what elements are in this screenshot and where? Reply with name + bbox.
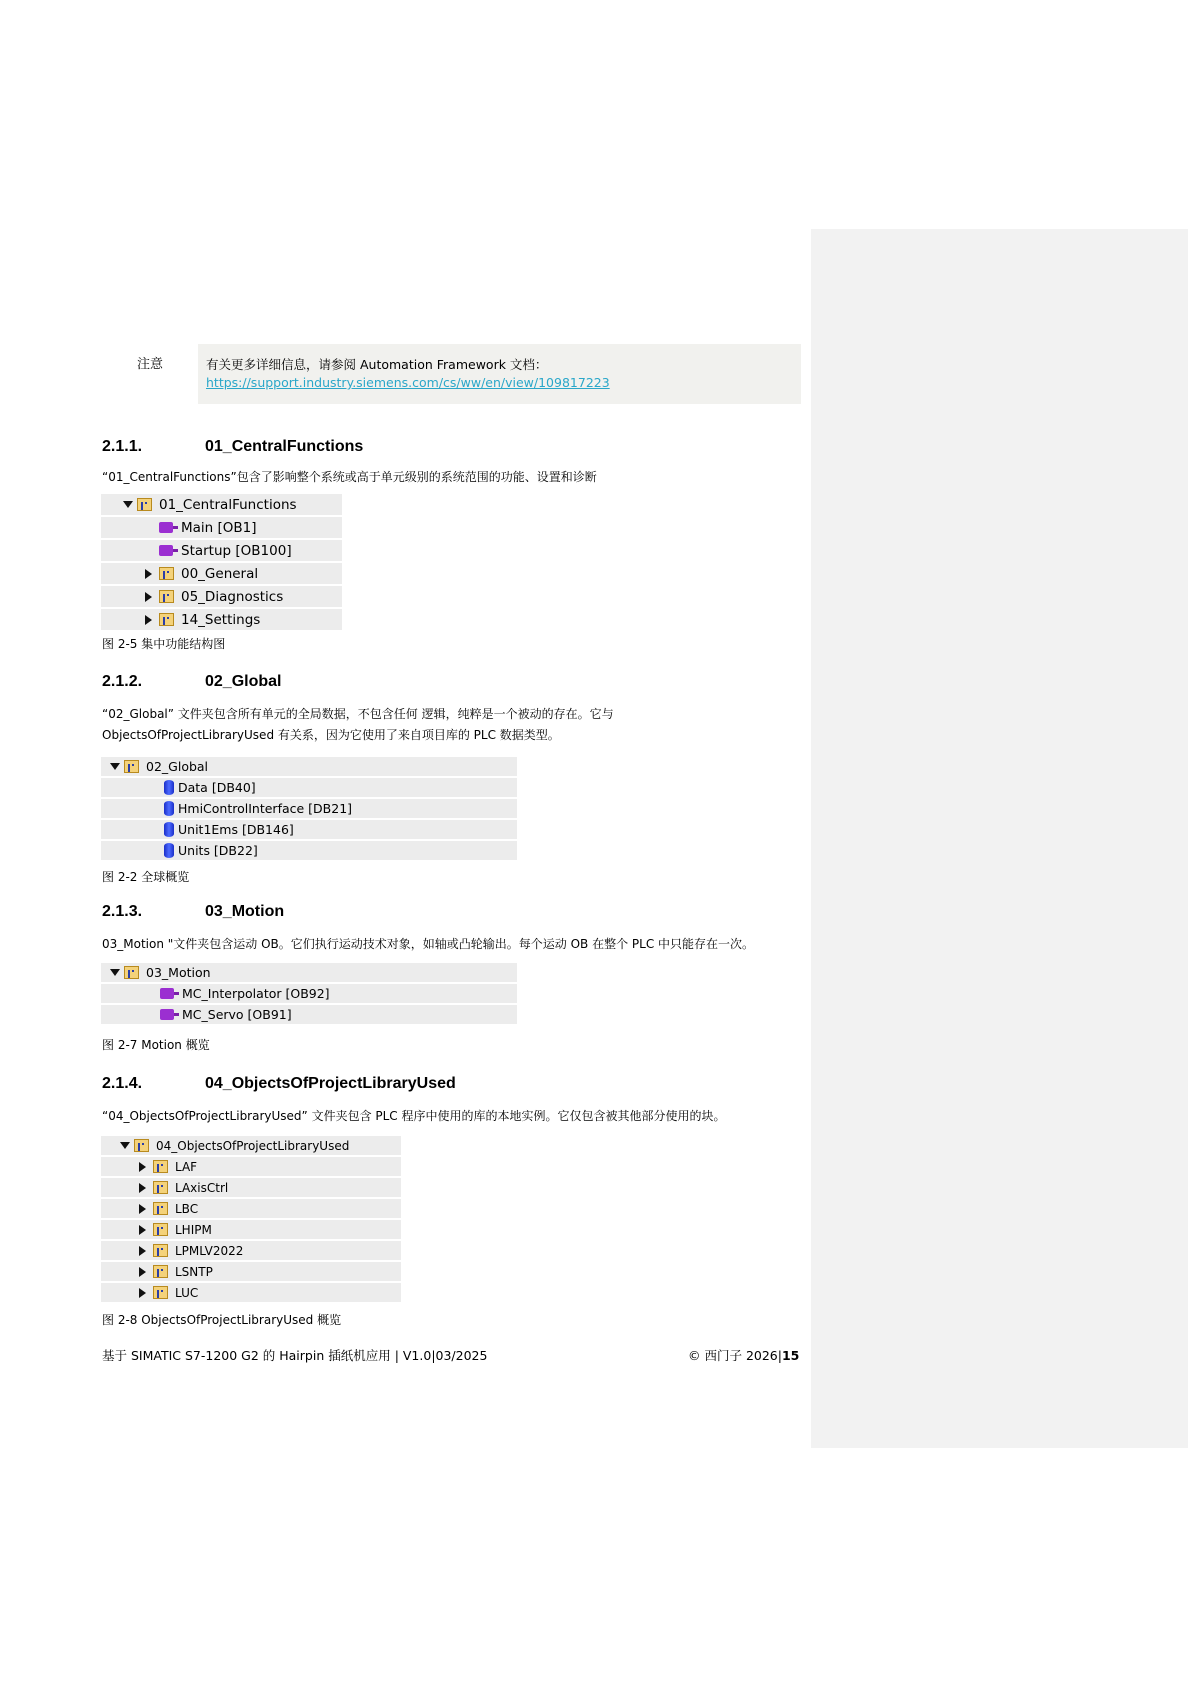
figure-caption: 图 2-5 集中功能结构图 [102,637,226,651]
footer-title: 基于 SIMATIC S7-1200 G2 的 Hairpin 插纸机应用 | V1.0|03/2025 [102,1348,488,1363]
folder-icon [153,1286,168,1299]
figure-caption: 图 2-8 ObjectsOfProjectLibraryUsed 概览 [102,1313,342,1327]
folder-icon [159,613,174,626]
folder-icon [153,1160,168,1173]
folder-icon [153,1202,168,1215]
expand-arrow-open-icon[interactable] [120,1142,130,1149]
tree-item-label: Startup [OB100] [181,542,292,559]
page-number: 15 [781,1348,800,1363]
tree-item-label: 02_Global [146,759,209,774]
tree-item[interactable] [101,1283,401,1304]
folder-icon [153,1265,168,1278]
section-title: 04_ObjectsOfProjectLibraryUsed [205,1075,456,1092]
section-title: 01_CentralFunctions [205,438,364,455]
folder-icon [159,590,174,603]
data-block-icon [164,801,174,816]
tree-item-label: 01_CentralFunctions [159,496,297,513]
tree-item-label: 04_ObjectsOfProjectLibraryUsed [156,1138,350,1153]
tree-item[interactable] [101,1005,517,1026]
tree-item[interactable] [101,963,517,984]
expand-arrow-closed-icon[interactable] [145,569,152,579]
tree-item[interactable] [101,609,342,632]
expand-arrow-closed-icon[interactable] [145,592,152,602]
tree-item[interactable] [101,1136,401,1157]
tree-item[interactable] [101,799,517,820]
tree-item-label: Data [DB40] [178,780,256,795]
figure-caption: 图 2-2 全球概览 [102,870,190,884]
footer-copyright [688,1346,799,1364]
expand-arrow-open-icon[interactable] [123,501,133,508]
expand-arrow-open-icon[interactable] [110,969,120,976]
note-label: 注意 [137,357,164,372]
tree-item-label: Main [OB1] [181,519,257,536]
folder-icon [124,760,139,773]
project-tree [101,1136,401,1304]
organization-block-icon [159,522,173,533]
tree-item[interactable] [101,517,342,540]
footer-copyright-text: © 西门子 2026| [688,1348,782,1363]
tree-item[interactable] [101,778,517,799]
tree-item[interactable] [101,757,517,778]
tree-item[interactable] [101,563,342,586]
tree-item-label: Units [DB22] [178,843,258,858]
tree-item[interactable] [101,1199,401,1220]
expand-arrow-closed-icon[interactable] [139,1183,146,1193]
project-tree [101,963,517,1026]
expand-arrow-open-icon[interactable] [110,763,120,770]
expand-arrow-closed-icon[interactable] [139,1204,146,1214]
project-tree [101,494,342,632]
expand-arrow-closed-icon[interactable] [139,1225,146,1235]
tree-item-label: LAF [175,1159,198,1174]
tree-item-label: LPMLV2022 [175,1243,244,1258]
folder-icon [153,1244,168,1257]
figure-caption: 图 2-7 Motion 概览 [102,1038,210,1052]
section-number: 2.1.3. [102,903,143,920]
tree-item-label: MC_Servo [OB91] [182,1007,292,1022]
note-box [198,344,801,404]
note-link[interactable]: https://support.industry.siemens.com/cs/ww/en/view/109817223 [206,375,610,390]
tree-item[interactable] [101,586,342,609]
tree-item[interactable] [101,841,517,862]
tree-item-label: LAxisCtrl [175,1180,229,1195]
section-body: ObjectsOfProjectLibraryUsed 有关系，因为它使用了来自项目库的 PLC 数据类型。 [102,728,560,742]
section-body: “01_CentralFunctions”包含了影响整个系统或高于单元级别的系统范围的功能、设置和诊断 [102,470,597,484]
folder-icon [159,567,174,580]
folder-icon [124,966,139,979]
expand-arrow-closed-icon[interactable] [139,1288,146,1298]
tree-item[interactable] [101,1262,401,1283]
tree-item[interactable] [101,494,342,517]
tree-item[interactable] [101,1220,401,1241]
tree-item-label: LHIPM [175,1222,212,1237]
section-number: 2.1.1. [102,438,143,455]
folder-icon [137,498,152,511]
tree-item[interactable] [101,984,517,1005]
expand-arrow-closed-icon[interactable] [139,1162,146,1172]
data-block-icon [164,822,174,837]
folder-icon [153,1181,168,1194]
organization-block-icon [159,545,173,556]
data-block-icon [164,780,174,795]
tree-item-label: 14_Settings [181,611,261,628]
section-number: 2.1.2. [102,673,143,690]
tree-item-label: 03_Motion [146,965,211,980]
section-number: 2.1.4. [102,1075,143,1092]
tree-item[interactable] [101,1241,401,1262]
expand-arrow-closed-icon[interactable] [145,615,152,625]
data-block-icon [164,843,174,858]
tree-item-label: 05_Diagnostics [181,588,284,605]
tree-item[interactable] [101,1178,401,1199]
comment-margin [811,229,1188,1448]
folder-icon [153,1223,168,1236]
tree-item-label: LSNTP [175,1264,213,1279]
project-tree [101,757,517,862]
section-body: “04_ObjectsOfProjectLibraryUsed” 文件夹包含 PLC 程序中使用的库的本地实例。它仅包含被其他部分使用的块。 [102,1109,726,1123]
tree-item[interactable] [101,1157,401,1178]
tree-item-label: HmiControlInterface [DB21] [178,801,353,816]
tree-item-label: Unit1Ems [DB146] [178,822,294,837]
expand-arrow-closed-icon[interactable] [139,1246,146,1256]
section-title: 02_Global [205,673,282,690]
section-body: “02_Global” 文件夹包含所有单元的全局数据，不包含任何 逻辑，纯粹是一个被动的存在。它与 [102,707,614,721]
expand-arrow-closed-icon[interactable] [139,1267,146,1277]
tree-item[interactable] [101,540,342,563]
tree-item-label: MC_Interpolator [OB92] [182,986,330,1001]
note-text: 有关更多详细信息，请参阅 Automation Framework 文档： [206,357,548,372]
organization-block-icon [160,1009,174,1020]
organization-block-icon [160,988,174,999]
tree-item-label: 00_General [181,565,259,582]
tree-item-label: LBC [175,1201,199,1216]
tree-item[interactable] [101,820,517,841]
section-body: 03_Motion "文件夹包含运动 OB。它们执行运动技术对象，如轴或凸轮输出。每个运动 OB 在整个 PLC 中只能存在一次。 [102,937,755,951]
section-title: 03_Motion [205,903,285,920]
folder-icon [134,1139,149,1152]
tree-item-label: LUC [175,1285,199,1300]
